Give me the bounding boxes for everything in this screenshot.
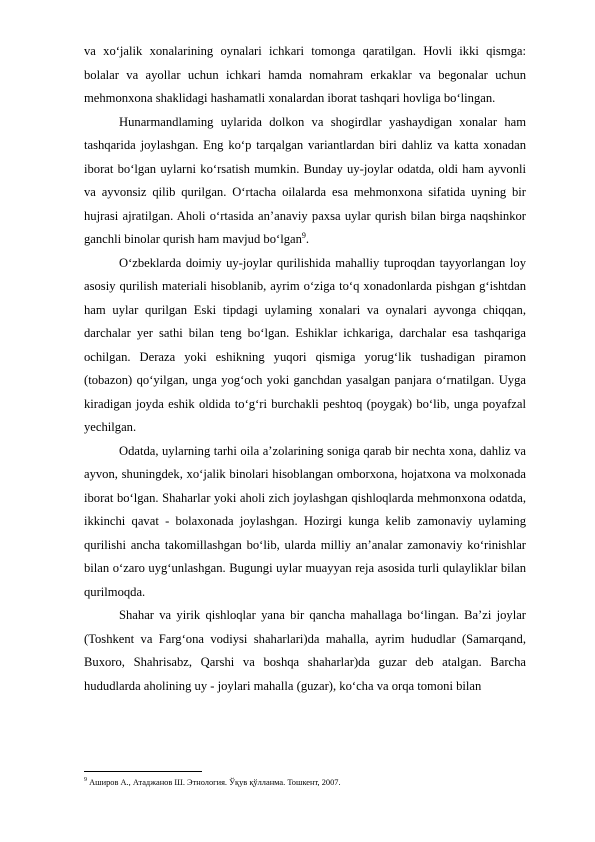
paragraph-4: Odatda, uylarning tarhi oila a’zolarining soniga qarab bir nechta xona, dahliz va ayvon, shuningdek, xo‘jalik binolari hisoblangan omborxona, hojatxona va molxonada iborat bo‘lgan. Shaharlar yoki aholi zich joylashgan qishloqlarda mehmonxona odatda, ikkinchi qavat - bolaxonada joylashgan. Hozirgi kunga kelib zamonaviy uylaming qurilishi ancha takomillashgan bo‘lib, ularda milliy an’analar zamonaviy ko‘rinishlar bilan o‘zaro uyg‘unlashgan. Bugungi uylar muayyan reja asosida turli qulayliklar bilan qurilmoqda. [84,443,526,599]
paragraph-3: O‘zbeklarda doimiy uy-joylar qurilishida mahalliy tuproqdan tayyorlangan loy asosiy qurilish materiali hisoblanib, ayrim o‘ziga to‘q xonadonlarda pishgan g‘ishtdan ham uylar qurilgan Eski tipdagi uylaming xonalari va oynalari ayvonga chiqqan, darchalar yer sathi bilan teng bo‘lgan. Eshiklar ichkariga, darchalar esa tashqariga ochilgan. Deraza yoki eshikning yuqori qismiga yorug‘lik tushadigan piramon (tobazon) qo‘yilgan, unga yog‘och yoki ganchdan yasalgan panjara o‘rnatilgan. Uyga kiradigan joyda eshik oldida to‘g‘ri burchakli peshtoq (poygak) bo‘lib, unga poyafzal yechilgan. [84,255,526,434]
paragraph-2-text: Hunarmandlaming uylarida dolkon va shogirdlar yashaydigan xonalar ham tashqarida joylashgan. Eng ko‘p tarqalgan variantlardan biri dahliz va katta xonadan iborat bo‘lgan uylarni ko‘rsatish mumkin. Bunday uy-joylar odatda, oldi ham ayvonli va ayvonsiz qilib qurilgan. O‘rtacha oilalarda esa mehmonxona sifatida uyning bir hujrasi ajratilgan. Aholi o‘rtasida an’anaviy paxsa uylar qurish bilan birga naqshinkor ganchli binolar qurish ham mavjud bo‘lgan [84,114,526,246]
paragraph-2 [84,111,526,252]
body-text [84,40,526,698]
footnote-divider [84,771,202,772]
footnote-text: Аширов А., Атаджанов Ш. Этнология. Ўқув қўлланма. Тошкент, 2007. [89,777,341,787]
paragraph-1: va xo‘jalik xonalarining oynalari ichkari tomonga qaratilgan. Hovli ikki qismga: bolalar va ayollar uchun ichkari hamda nomahram erkaklar va begonalar uchun mehmonxona shaklidagi hashamatli xonalardan iborat tashqari hovliga bo‘lingan. [84,44,526,105]
footnote-number: 9 [84,777,87,783]
paragraph-2-tail: . [305,232,310,246]
paragraph-5: Shahar va yirik qishloqlar yana bir qancha mahallaga bo‘lingan. Ba’zi joylar (Toshkent va Farg‘ona vodiysi shaharlari)da mahalla, ayrim hududlar (Samarqand, Buxoro, Shahrisabz, Qarshi va boshqa shaharlar)da guzar deb atalgan. Barcha hududlarda aholining uy - joylari mahalla (guzar), ko‘cha va orqa tomoni bilan [84,608,526,693]
footnote-reference[interactable]: 9 [301,230,306,240]
footnote [84,775,526,788]
